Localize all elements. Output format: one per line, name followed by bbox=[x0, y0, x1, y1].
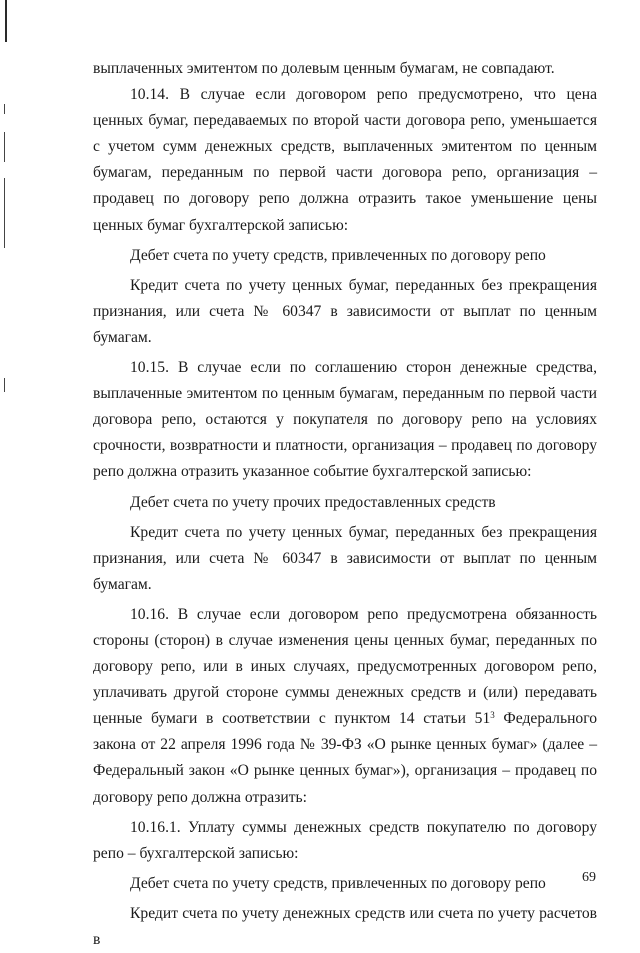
debit-entry: Дебет счета по учету средств, привлеченных по договору репо bbox=[130, 874, 546, 892]
margin-scan-mark bbox=[5, 0, 7, 42]
margin-scan-mark bbox=[4, 178, 5, 248]
paragraph-10-16-text-a: 10.16. В случае если договором репо предусмотрена обязанность стороны (сторон) в случае изменения цены ценных бумаг, переданных по договору репо, или в иных случаях, предусмотренных договором репо, уплачивать другой стороне суммы денежных средств и (или) передавать ценные бумаги в соответствии с пунктом 14 статьи 51 bbox=[93, 605, 597, 728]
paragraph-10-14: 10.14. В случае если договором репо предусмотрено, что цена ценных бумаг, передаваемых по второй части договора репо, уменьшается с учетом сумм денежных средств, выплаченных эмитентом по ценным бумагам, переданным по первой части договора репо, организация – продавец по договору репо должна отразить такое уменьшение цены ценных бумаг бухгалтерской записью: bbox=[93, 86, 597, 234]
debit-entry: Дебет счета по учету прочих предоставленных средств bbox=[130, 493, 496, 511]
paragraph-10-16-text-b: Федерального закона от 22 апреля 1996 года № 39-ФЗ «О рынке ценных бумаг» (далее – Федеральный закон «О рынке ценных бумаг»), организация – продавец по договору репо должна отразить: bbox=[93, 710, 598, 806]
paragraph-10-16-1: 10.16.1. Уплату суммы денежных средств покупателю по договору репо – бухгалтерской записью: bbox=[93, 818, 597, 862]
margin-scan-mark bbox=[4, 132, 5, 162]
margin-scan-mark bbox=[4, 104, 5, 114]
superscript-marker: 3 bbox=[490, 710, 495, 721]
paragraph-10-16 bbox=[93, 602, 597, 811]
credit-entry: Кредит счета по учету ценных бумаг, переданных без прекращения признания, или счета № 60347 в зависимости от выплат по ценным бумагам. bbox=[93, 276, 597, 346]
margin-scan-mark bbox=[4, 378, 5, 392]
debit-entry: Дебет счета по учету средств, привлеченных по договору репо bbox=[130, 246, 546, 264]
paragraph-10-15: 10.15. В случае если по соглашению сторон денежные средства, выплаченные эмитентом по ценным бумагам, переданным по первой части договора репо, остаются у покупателя по договору репо на условиях срочности, возвратности и платности, организация – продавец по договору репо должна отразить указанное событие бухгалтерской записью: bbox=[93, 359, 597, 481]
credit-entry: Кредит счета по учету ценных бумаг, переданных без прекращения признания, или счета № 60347 в зависимости от выплат по ценным бумагам. bbox=[93, 523, 597, 593]
page-number: 69 bbox=[582, 870, 596, 885]
document-body bbox=[93, 56, 597, 953]
credit-entry: Кредит счета по учету денежных средств или счета по учету расчетов в bbox=[93, 904, 597, 948]
paragraph-continuation: выплаченных эмитентом по долевым ценным бумагам, не совпадают. bbox=[93, 60, 555, 77]
